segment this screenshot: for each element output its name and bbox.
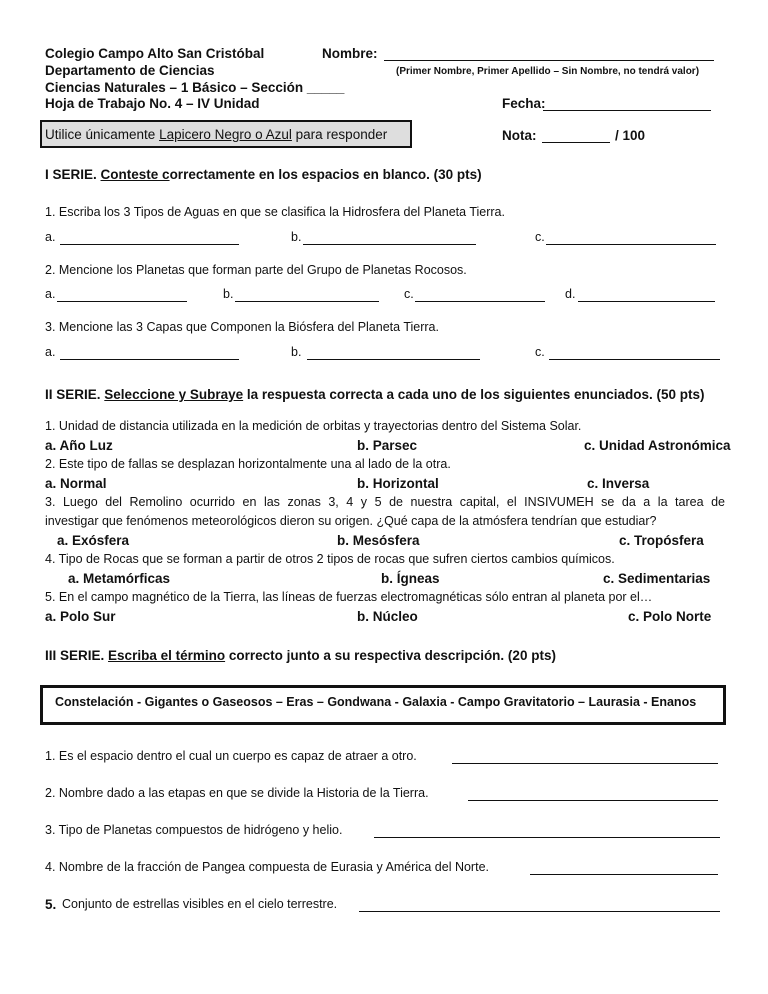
s2q2-opt-a[interactable]: a. Normal	[45, 476, 107, 491]
s2q4-opt-a[interactable]: a. Metamórficas	[68, 571, 171, 586]
serie2-q1: 1. Unidad de distancia utilizada en la medición de orbitas y trayectorias dentro del Sistema Solar.	[45, 419, 582, 433]
s2q1-opt-b[interactable]: b. Parsec	[357, 438, 418, 453]
serie3-item-5: Conjunto de estrellas visibles en el cielo terrestre.	[62, 897, 338, 911]
s2q5-opt-b[interactable]: b. Núcleo	[357, 609, 418, 624]
instruction-prefix: Utilice únicamente	[45, 127, 160, 142]
s2q2-opt-c[interactable]: c. Inversa	[587, 476, 650, 491]
q2-blank-c[interactable]	[415, 289, 545, 302]
serie1-q3: 3. Mencione las 3 Capas que Componen la Biósfera del Planeta Tierra.	[45, 320, 439, 334]
q2-opt-a: a.	[45, 287, 56, 301]
q3-opt-a: a.	[45, 345, 56, 359]
serie2-rest: la respuesta correcta a cada uno de los siguientes enunciados. (50 pts)	[243, 387, 705, 402]
s2q3-opt-a[interactable]: a. Exósfera	[57, 533, 130, 548]
q3-blank-b[interactable]	[307, 347, 480, 360]
serie2-q3-line1: 3. Luego del Remolino ocurrido en las zonas 3, 4 y 5 de nuestra capital, el INSIVUMEH se da a la tarea de	[45, 495, 725, 509]
q3-blank-c[interactable]	[549, 347, 720, 360]
date-label: Fecha:	[502, 96, 546, 111]
s2q5-opt-a[interactable]: a. Polo Sur	[45, 609, 116, 624]
s2q2-opt-b[interactable]: b. Horizontal	[357, 476, 439, 491]
serie3-item-3: 3. Tipo de Planetas compuestos de hidrógeno y helio.	[45, 823, 343, 837]
serie3-item-1: 1. Es el espacio dentro el cual un cuerpo es capaz de atraer a otro.	[45, 749, 417, 763]
serie2-q3-line2: investigar que fenómenos meteorológicos dieron su origen. ¿Qué capa de la atmósfera tendrían que estudiar?	[45, 514, 657, 528]
course-line: Ciencias Naturales – 1 Básico – Sección _____	[45, 80, 345, 95]
s2q4-opt-b[interactable]: b. Ígneas	[381, 571, 440, 586]
instruction-suffix: para responder	[291, 127, 388, 142]
s2q3-opt-c[interactable]: c. Tropósfera	[619, 533, 704, 548]
q1-opt-c: c.	[535, 230, 545, 244]
name-label: Nombre:	[322, 46, 378, 61]
serie2-verb: Seleccione y Subraye	[104, 387, 244, 402]
grade-label: Nota:	[502, 128, 537, 143]
s2q1-opt-c[interactable]: c. Unidad Astronómica	[584, 438, 731, 453]
serie1-rest: orrectamente en los espacios en blanco. (30 pts)	[169, 167, 482, 182]
serie3-item-4: 4. Nombre de la fracción de Pangea compuesta de Eurasia y América del Norte.	[45, 860, 489, 874]
q3-blank-a[interactable]	[60, 347, 239, 360]
serie1-q1: 1. Escriba los 3 Tipos de Aguas en que se clasifica la Hidrosfera del Planeta Tierra.	[45, 205, 505, 219]
serie3-blank-4[interactable]	[530, 862, 718, 875]
q2-opt-b: b.	[223, 287, 234, 301]
department: Departamento de Ciencias	[45, 63, 215, 78]
serie1-roman: I SERIE.	[45, 167, 97, 182]
serie1-q2: 2. Mencione los Planetas que forman parte del Grupo de Planetas Rocosos.	[45, 263, 467, 277]
serie3-item-5-number: 5.	[45, 897, 57, 912]
grade-field[interactable]	[542, 130, 610, 143]
serie3-blank-2[interactable]	[468, 788, 718, 801]
serie2-q2: 2. Este tipo de fallas se desplazan horizontalmente una al lado de la otra.	[45, 457, 451, 471]
q1-opt-a: a.	[45, 230, 56, 244]
grade-total: / 100	[615, 128, 646, 143]
serie2-q4: 4. Tipo de Rocas que se forman a partir de otros 2 tipos de rocas que sufren ciertos cambios químicos.	[45, 552, 615, 566]
q1-opt-b: b.	[291, 230, 302, 244]
serie3-blank-1[interactable]	[452, 751, 718, 764]
s2q4-opt-c[interactable]: c. Sedimentarias	[603, 571, 711, 586]
q1-blank-c[interactable]	[546, 232, 716, 245]
name-note: (Primer Nombre, Primer Apellido – Sin Nombre, no tendrá valor)	[396, 66, 700, 77]
q1-blank-b[interactable]	[303, 232, 476, 245]
instruction-text	[45, 127, 387, 142]
q2-blank-b[interactable]	[235, 289, 379, 302]
serie1-heading	[45, 167, 482, 182]
name-field[interactable]	[384, 48, 714, 61]
q2-opt-c: c.	[404, 287, 414, 301]
serie1-verb: Conteste c	[100, 167, 170, 182]
worksheet-title: Hoja de Trabajo No. 4 – IV Unidad	[45, 96, 260, 111]
q2-blank-a[interactable]	[57, 289, 187, 302]
q3-opt-b: b.	[291, 345, 302, 359]
serie3-blank-5[interactable]	[359, 899, 720, 912]
serie2-heading	[45, 387, 705, 402]
s2q5-opt-c[interactable]: c. Polo Norte	[628, 609, 712, 624]
school-name: Colegio Campo Alto San Cristóbal	[45, 46, 265, 61]
serie3-verb: Escriba el término	[108, 648, 226, 663]
word-bank: Constelación - Gigantes o Gaseosos – Eras – Gondwana - Galaxia - Campo Gravitatorio – Laurasia - Enanos	[55, 695, 697, 709]
date-field[interactable]	[543, 98, 711, 111]
serie2-roman: II SERIE.	[45, 387, 101, 402]
serie3-roman: III SERIE.	[45, 648, 105, 663]
s2q3-opt-b[interactable]: b. Mesósfera	[337, 533, 420, 548]
serie3-blank-3[interactable]	[374, 825, 720, 838]
q2-opt-d: d.	[565, 287, 576, 301]
q2-blank-d[interactable]	[578, 289, 715, 302]
q1-blank-a[interactable]	[60, 232, 239, 245]
q3-opt-c: c.	[535, 345, 545, 359]
serie2-q5: 5. En el campo magnético de la Tierra, las líneas de fuerzas electromagnéticas sólo entran al planeta por el…	[45, 590, 653, 604]
serie3-heading	[45, 648, 556, 663]
serie3-rest: correcto junto a su respectiva descripción. (20 pts)	[225, 648, 556, 663]
instruction-emphasis: Lapicero Negro o Azul	[159, 127, 292, 142]
serie3-item-2: 2. Nombre dado a las etapas en que se divide la Historia de la Tierra.	[45, 786, 429, 800]
s2q1-opt-a[interactable]: a. Año Luz	[45, 438, 113, 453]
